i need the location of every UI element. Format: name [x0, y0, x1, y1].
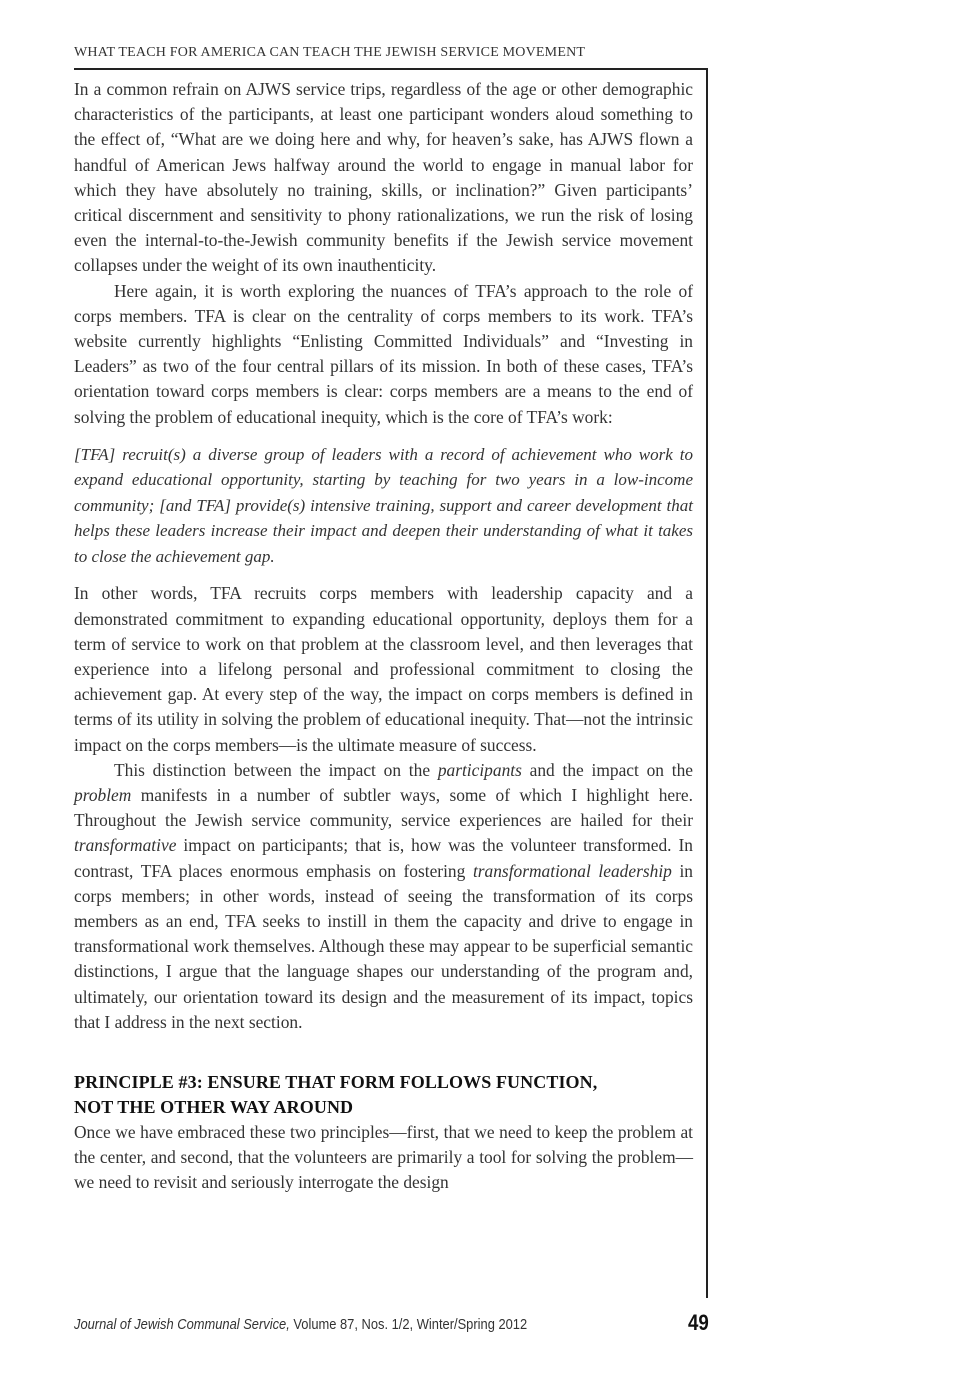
paragraph-3: In other words, TFA recruits corps members with leadership capacity and a demonstrated commitment to expanding educational opportunity, deploys them for a term of service to work on that problem at the classroom level, and then leverages that experience into a lifelong personal and professional commitment to closing the achievement gap. At every step of the way, the impact on corps members is defined in terms of its utility in solving the problem of educational inequity. That—not the intrinsic impact on the corps members—is the ultimate measure of success. [74, 583, 693, 755]
page-number: 49 [688, 1310, 709, 1335]
article-body [74, 77, 693, 1196]
p4-text-1: This distinction between the impact on the [114, 759, 438, 780]
paragraph-2: Here again, it is worth exploring the nuances of TFA’s approach to the role of corps members. TFA is clear on the centrality of corps members to its work. TFA’s website currently highlights “Enlisting Committed Individuals” and “Investing in Leaders” as two of the four central pillars of its mission. In both of these cases, TFA’s orientation toward corps members is clear: corps members are a means to the end of solving the problem of educational inequity, which is the core of TFA’s work: [74, 280, 693, 427]
footer-journal-title: Journal of Jewish Communal Service, [74, 1316, 290, 1333]
p4-italic-transformational-leadership: transformational leadership [472, 860, 672, 881]
p4-text-3: manifests in a number of subtler ways, some of which I highlight here. Throughout the Jewish service community, service experiences are hailed for their [74, 784, 693, 831]
footer-citation [74, 1316, 624, 1333]
section-heading [74, 1070, 693, 1120]
section-heading-line-2: NOT THE OTHER WAY AROUND [74, 1097, 354, 1117]
paragraph-1: In a common refrain on AJWS service trips, regardless of the age or other demographic characteristics of the participants, at least one participant wonders aloud something to the effect of, “What are we doing here and why, for heaven’s sake, has AJWS flown a handful of American Jews halfway around the world to engage in manual labor for which they have absolutely no training, skills, or inclination?” Given participants’ critical discernment and sensitivity to phony rationalizations, we run the risk of losing even the internal-to-the-Jewish community benefits if the Jewish service movement collapses under the weight of its own inauthenticity. [74, 79, 693, 276]
p4-italic-participants: participants [437, 759, 522, 780]
paragraph-4 [74, 758, 693, 1035]
p4-italic-transformative: transformative [74, 835, 177, 856]
p4-italic-problem: problem [74, 784, 132, 805]
footer-issue: Volume 87, Nos. 1/2, Winter/Spring 2012 [289, 1316, 528, 1333]
block-quote: [TFA] recruit(s) a diverse group of leaders with a record of achievement who work to expand educational opportunity, starting by teaching for two years in a low-income community; [and TFA] provide(s) intensive training, support and career development that helps these leaders increase their impact and deepen their understanding of what it takes to close the achievement gap. [74, 444, 693, 566]
p4-text-5: in corps members; in other words, instead of seeing the transformation of its corps members as an end, TFA seeks to instill in them the capacity and drive to engage in transformational work themselves. Although these may appear to be superficial semantic distinctions, I argue that the language shapes our understanding of the program and, ultimately, our orientation toward its design and the measurement of its impact, topics that I address in the next section. [74, 860, 693, 1032]
top-rule [74, 68, 708, 70]
p4-text-4: impact on participants; that is, how was the volunteer transformed. In contrast, TFA places enormous emphasis on fostering [74, 835, 693, 881]
running-head: WHAT TEACH FOR AMERICA CAN TEACH THE JEWISH SERVICE MOVEMENT [74, 45, 586, 60]
paragraph-5: Once we have embraced these two principles—first, that we need to keep the problem at the center, and second, that the volunteers are primarily a tool for solving the problem—we need to revisit and seriously interrogate the design [74, 1122, 693, 1193]
right-rule [706, 68, 708, 1298]
p4-text-2: and the impact on the [521, 759, 693, 780]
section-heading-line-1: PRINCIPLE #3: ENSURE THAT FORM FOLLOWS FUNCTION, [74, 1072, 598, 1092]
